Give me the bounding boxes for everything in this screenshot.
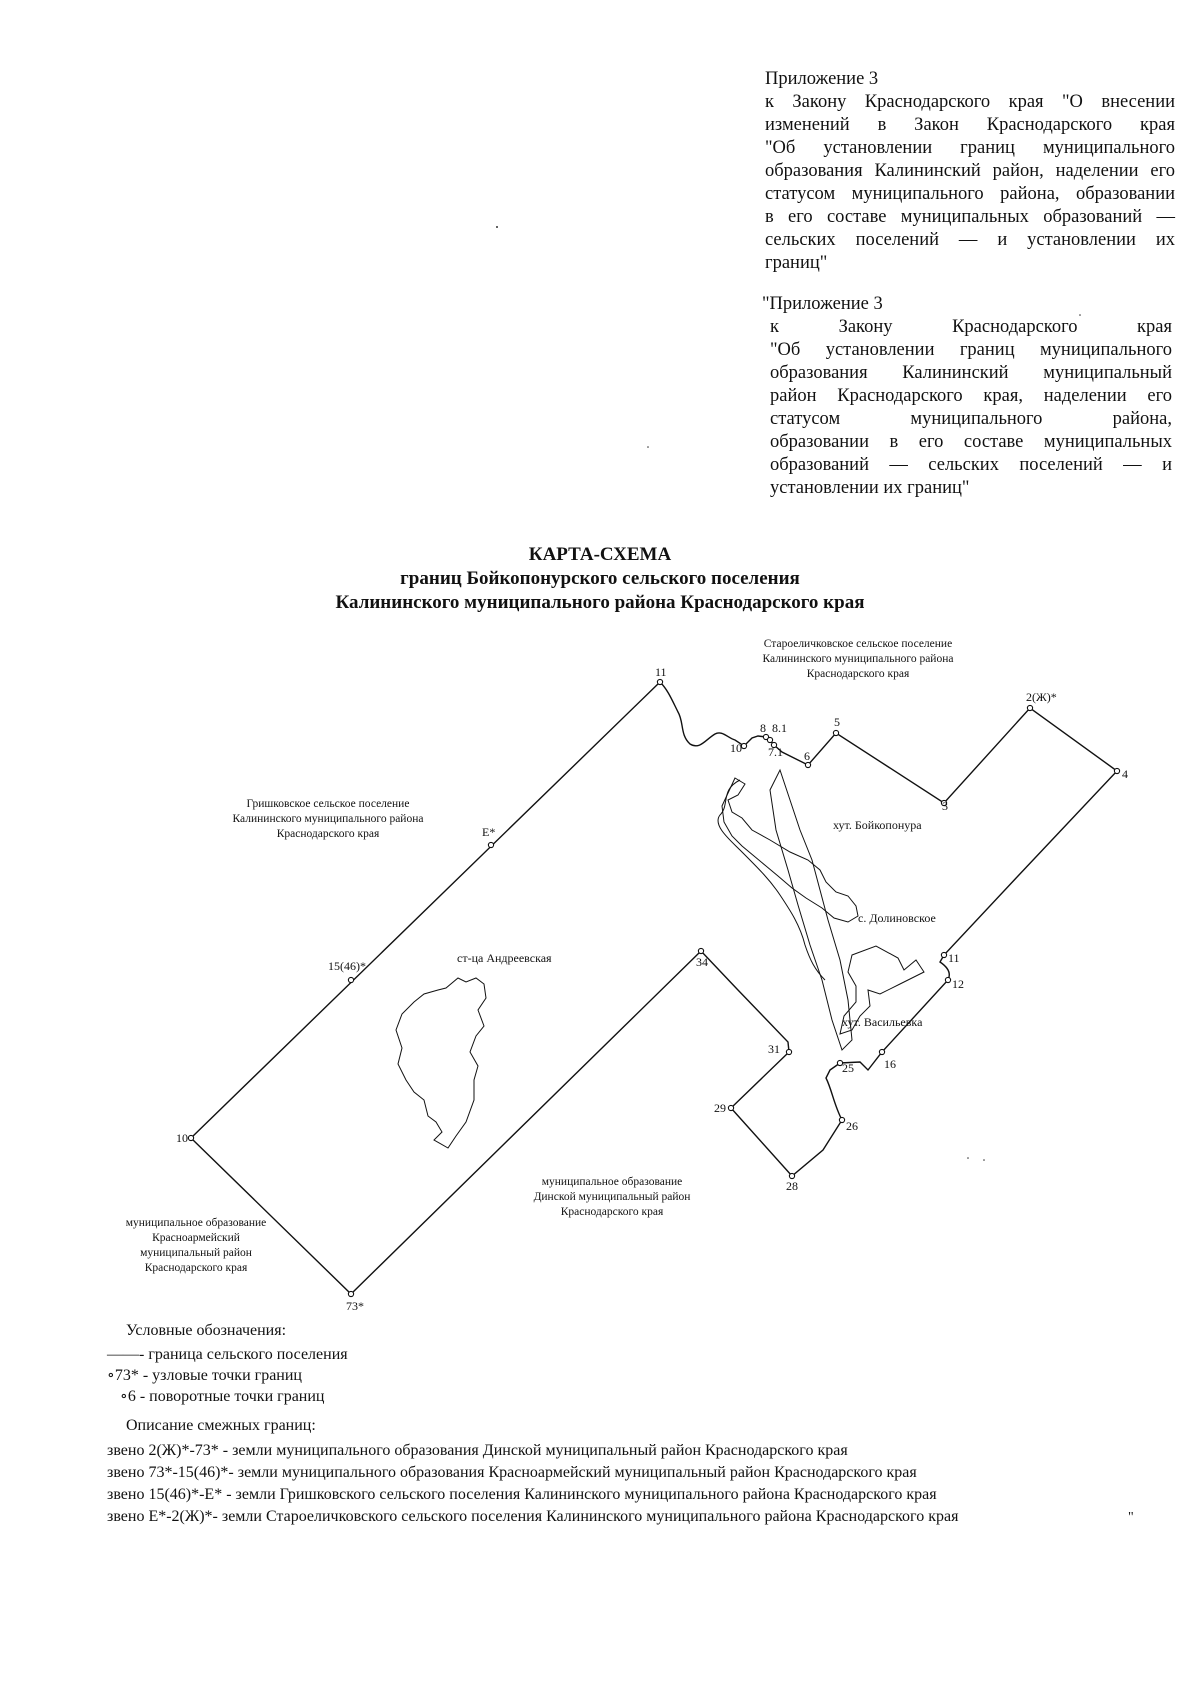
annex-current-line-3: изменений в Закон Краснодарского края <box>765 115 1175 135</box>
annex-current-line-8: сельских поселений — и установлении их <box>765 230 1175 250</box>
boundary-node-label: 26 <box>846 1119 858 1133</box>
dinskoy-label <box>534 1176 691 1218</box>
boundary-node-marker <box>348 1291 353 1296</box>
andreevskaya-outline <box>396 978 486 1148</box>
legend-turn-point-item: ∘6 - поворотные точки границ <box>120 1388 325 1405</box>
svg-text:Динской муниципальный район: Динской муниципальный район <box>533 1191 691 1203</box>
boundary-node-marker <box>879 1049 884 1054</box>
annex-amended-line-1: "Приложение 3 <box>762 294 883 314</box>
boundary-node-label: Е* <box>482 825 496 839</box>
boundary-node-label: 73* <box>346 1299 364 1313</box>
svg-text:муниципальное образование: муниципальное образование <box>541 1176 683 1188</box>
svg-text:Краснодарского края: Краснодарского края <box>144 1262 248 1274</box>
svg-text:Красноармейский: Красноармейский <box>152 1232 240 1244</box>
svg-text:Гришковское сельское поселение: Гришковское сельское поселение <box>246 798 410 810</box>
description-item: звено 73*-15(46)*- земли муниципального образования Красноармейский муниципальный район Краснодарского края <box>107 1464 917 1481</box>
starovelichkovskoe-label <box>763 638 954 680</box>
boundary-node-marker <box>1114 768 1119 773</box>
boundary-node-label: 8 <box>760 721 766 735</box>
annex-amended-line-4: образования Калининский муниципальный <box>770 363 1172 383</box>
boundary-node-marker <box>741 743 746 748</box>
boundary-node-marker <box>488 842 493 847</box>
svg-text:Калининского муниципального ра: Калининского муниципального района <box>762 653 954 665</box>
krasnoarmeysky-label <box>126 1217 267 1274</box>
annex-amended-line-9: установлении их границ" <box>770 478 970 498</box>
boundary-node-label: 29 <box>714 1101 726 1115</box>
annex-current-line-6: статусом муниципального района, образовании <box>765 184 1175 204</box>
boundary-node-label: 4 <box>1122 767 1128 781</box>
description-title: Описание смежных границ: <box>126 1417 316 1434</box>
boundary-node-marker <box>348 977 353 982</box>
grishkovskoe-label <box>233 798 424 840</box>
annex-current-line-7: в его составе муниципальных образований — <box>765 207 1175 227</box>
river-line <box>770 770 852 1050</box>
boundary-node-marker <box>1027 705 1032 710</box>
legend-boundary-item: ——- граница сельского поселения <box>107 1346 348 1363</box>
description-item: звено 2(Ж)*-73* - земли муниципального образования Динской муниципальный район Краснодарского края <box>107 1442 848 1459</box>
legend-title: Условные обозначения: <box>126 1322 287 1339</box>
annex-amended-line-7: образовании в его составе муниципальных <box>770 432 1172 452</box>
boundary-node-label: 11 <box>655 665 667 679</box>
boundary-node-marker <box>789 1173 794 1178</box>
annex-current-line-2: к Закону Краснодарского края "О внесении <box>765 92 1175 112</box>
svg-text:муниципальный район: муниципальный район <box>140 1247 252 1259</box>
boundary-node-label: 3 <box>942 799 948 813</box>
closing-quote: " <box>1128 1510 1134 1525</box>
boundary-node-label: 31 <box>768 1042 780 1056</box>
andreevskaya-label: ст-ца Андреевская <box>457 951 552 965</box>
annex-current-line-4: "Об установлении границ муниципального <box>765 138 1175 158</box>
river-line <box>718 780 825 980</box>
legend-node-item: ∘73* - узловые точки границ <box>107 1367 302 1384</box>
boundary-node-marker <box>805 762 810 767</box>
svg-text:Краснодарского края: Краснодарского края <box>560 1206 664 1218</box>
boundary-node-label: 6 <box>804 749 810 763</box>
boundary-node-label: 10 <box>176 1131 188 1145</box>
boundary-node-marker <box>657 679 662 684</box>
dolinovskoe-label: с. Долиновское <box>858 911 936 925</box>
boykoponura-label: хут. Бойкопонура <box>833 818 922 832</box>
annex-amended-line-3: "Об установлении границ муниципального <box>770 340 1172 360</box>
annex-current-line-1: Приложение 3 <box>765 69 879 89</box>
boundary-node-label: 5 <box>834 715 840 729</box>
boundary-node-marker <box>833 730 838 735</box>
boundary-node-marker <box>698 948 703 953</box>
annex-amended-line-5: район Краснодарского края, наделении его <box>770 386 1172 406</box>
boundary-node-label: 15(46)* <box>328 959 366 973</box>
description-item: звено 15(46)*-Е* - земли Гришковского сельского поселения Калининского муниципального района Краснодарского края <box>107 1486 937 1503</box>
boundary-node-marker <box>941 952 946 957</box>
vasilyevka-label: хут. Васильевка <box>842 1015 923 1029</box>
boundary-node-label: 16 <box>884 1057 896 1071</box>
boundary-node-marker <box>839 1117 844 1122</box>
boundary-node-label: 34 <box>696 955 708 969</box>
boundary-node-marker <box>767 737 772 742</box>
svg-text:Краснодарского края: Краснодарского края <box>806 668 910 680</box>
boundary-node-label: 8.1 <box>772 721 787 735</box>
boundary-node-label: 10 <box>730 741 742 755</box>
description-item: звено Е*-2(Ж)*- земли Староеличковского сельского поселения Калининского муниципального района Краснодарского края <box>107 1508 959 1525</box>
annex-amended-line-8: образований — сельских поселений — и <box>770 455 1172 475</box>
boundary-node-label: 25 <box>842 1061 854 1075</box>
annex-current-line-9: границ" <box>765 253 828 273</box>
boundary-node-label: 28 <box>786 1179 798 1193</box>
boundary-node-label: 12 <box>952 977 964 991</box>
boundary-node-marker <box>945 977 950 982</box>
boundary-node-label: 2(Ж)* <box>1026 690 1057 704</box>
annex-amended-line-6: статусом муниципального района, <box>770 409 1172 429</box>
annex-current-line-5: образования Калининский район, наделении его <box>765 161 1175 181</box>
boundary-node-marker <box>188 1135 193 1140</box>
annex-amended-line-2: к Закону Краснодарского края <box>770 317 1172 337</box>
map-subtitle-1: границ Бойкопонурского сельского поселения <box>400 568 800 589</box>
svg-text:муниципальное образование: муниципальное образование <box>125 1217 267 1229</box>
svg-text:Краснодарского края: Краснодарского края <box>276 828 380 840</box>
svg-text:Калининского муниципального ра: Калининского муниципального района <box>232 813 424 825</box>
map-subtitle-2: Калининского муниципального района Краснодарского края <box>335 592 865 613</box>
boundary-node-marker <box>786 1049 791 1054</box>
boundary-node-label: 7.1 <box>768 745 783 759</box>
boundary-node-label: 11 <box>948 951 960 965</box>
map-title: КАРТА-СХЕМА <box>528 544 672 565</box>
svg-text:Староеличковское сельское посе: Староеличковское сельское поселение <box>763 638 953 650</box>
boundary-node-marker <box>728 1105 733 1110</box>
